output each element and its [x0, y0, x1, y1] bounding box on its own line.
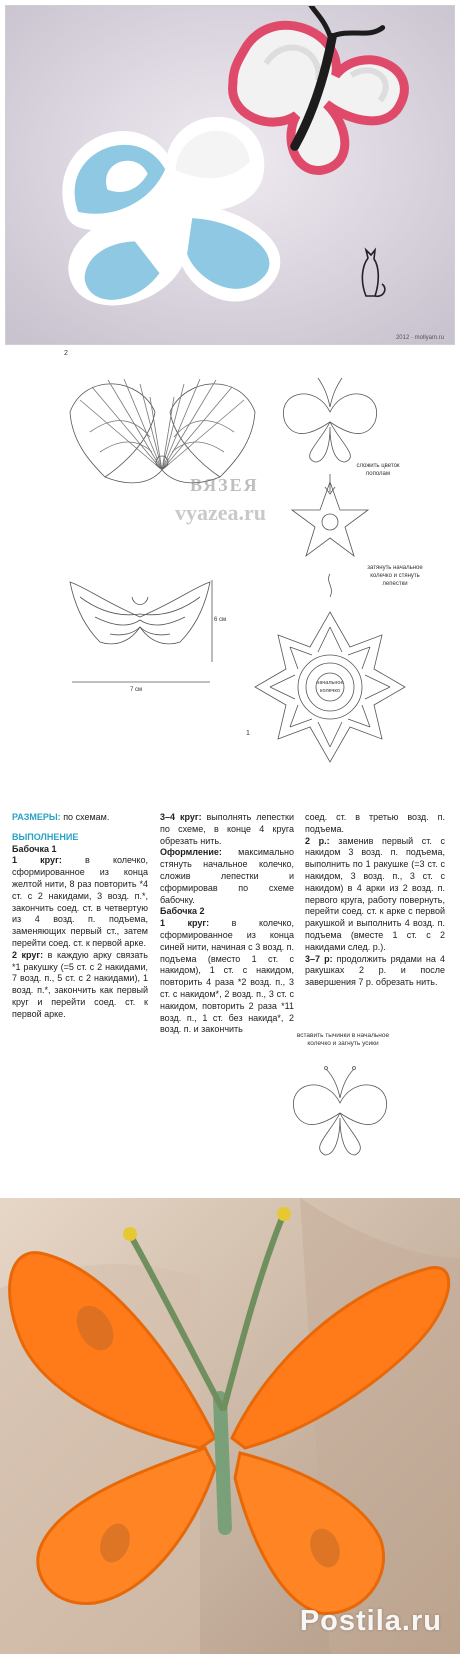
instructions-column-1: [12, 812, 148, 1021]
photo-credit: 2012 · mollyam.ru: [395, 335, 444, 341]
label-tighten-ring: затянуть начальное колечко и стянуть лепестки: [367, 565, 423, 587]
butterfly-outline-2: [270, 1058, 410, 1168]
row-number: 2: [64, 350, 68, 357]
postila-brand-watermark: Postila.ru: [299, 1605, 442, 1637]
b2-round-1-label: 1 круг:: [160, 918, 210, 929]
round-1-text: в колечко, сформированное из конца желтой нити, 8 раз повторить *4 ст. с 2 накидами, 3 возд. п.*, закончить соед. ст. в четвертую из 4 возд. п. подъема, заменяющих первый ст., затем перейти соед. ст. к первой арке.: [12, 855, 148, 948]
dimension-width: 7 см: [130, 687, 143, 693]
flower-outline: [292, 482, 368, 556]
butterfly-1-title: Бабочка 1: [12, 843, 57, 854]
sizes-label: РАЗМЕРЫ:: [12, 812, 61, 822]
butterflies-photo-art: [6, 6, 455, 345]
round-3-4-label: 3–4 круг:: [160, 812, 202, 822]
b2-rows-3-7-label: 3–7 р:: [305, 953, 333, 964]
butterfly-schematic: [70, 582, 210, 644]
dimension-height: 6 см: [214, 617, 227, 623]
b2-row-2-label: 2 р.:: [305, 835, 330, 846]
b2-round-1-text: в колечко, сформированное из конца синей нити, начиная с 3 возд. п. подъема (вместо 1 ст. с накидом), 1 ст. с накидом, повторить 4 раза *2 возд. п., 3 ст. с накидом*, 2 возд. п., 3 ст. с накидом, повторить 2 раза *11 возд. п., 1 ст. без накида*, 2 возд. п. и закончить: [160, 918, 294, 1035]
instructions-column-3: [305, 812, 445, 989]
instructions-column-2: [160, 812, 294, 1036]
photo-orange-butterfly: [0, 1198, 460, 1654]
watermark-vyazea-ru: vyazea.ru: [175, 500, 267, 525]
round-1-label: 1 круг:: [12, 855, 62, 866]
round-2-text: в каждую арку связать *1 ракушку (=5 ст. с 2 накидами, 7 возд. п., 5 ст. с 2 накидами), 1 возд. п.*, закончить как первый круг и перейти соед. ст. к первой арке.: [12, 949, 148, 1019]
execution-heading: ВЫПОЛНЕНИЕ: [12, 831, 79, 842]
sizes-text: по схемам.: [63, 812, 110, 822]
label-start-ring: начальное колечко: [316, 680, 344, 694]
butterfly-outline-1: [283, 378, 376, 462]
b2-row-2-text: заменив первый ст. с накидом 3 возд. п. подъема, выполнить по 1 ракушке (=3 ст. с накидом, 3 возд. п., 3 ст. с накидом) в 4 арки из 2 возд. п. первого круга, работу повернуть, перейти соед. ст. к арке с первой ракушкой и выполнить 4 возд. п. подъема (вместе 1 ст. с 2 накидами след. р.).: [305, 835, 445, 952]
b2-rows-3-7-text: продолжить рядами на 4 ракушках 2 р. и после завершения 7 р. обрезать нить.: [305, 953, 445, 988]
round-2-label: 2 круг:: [12, 949, 44, 960]
round-3-4-text: выполнять лепестки по схеме, в конце 4 круга обрезать нить.: [160, 812, 294, 846]
arrow-2: [329, 574, 332, 597]
round-number-one: 1: [246, 730, 250, 737]
photo-crochet-butterflies: [5, 5, 455, 345]
finishing-label: Оформление:: [160, 847, 222, 858]
crochet-diagrams: [0, 352, 460, 792]
label-insert-stamens: вставить тычинки в начальное колечко и загнуть усики: [296, 1032, 390, 1047]
watermark-vyazeya: ВЯЗЕЯ: [190, 475, 259, 495]
b2-round-1-end: соед. ст. в третью возд. п. подъема.: [305, 812, 445, 834]
finishing-text: максимально стянуть начальное колечко, сложив лепестки и сформировав по схеме бабочку.: [160, 847, 294, 905]
butterfly-2-title: Бабочка 2: [160, 906, 205, 917]
orange-butterfly-photo-art: [0, 1198, 460, 1654]
label-fold-flower: сложить цветок пополам: [356, 463, 400, 477]
fan-butterfly-chart: [70, 379, 255, 483]
